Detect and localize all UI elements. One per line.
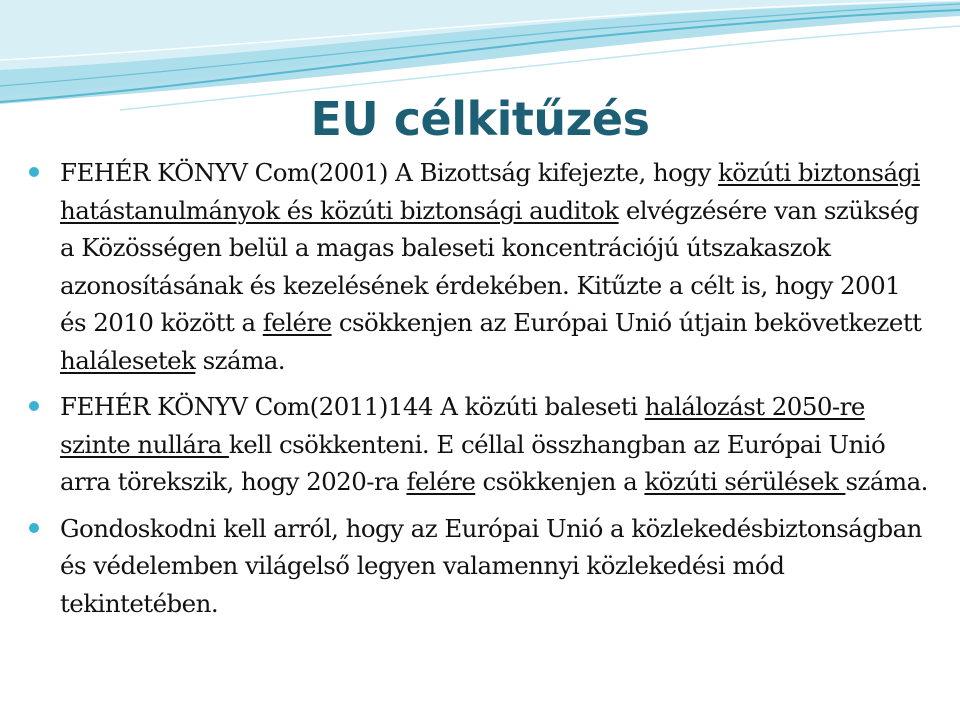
bullet-text: elvégzésére van szükség a Közösségen belül a magas baleseti koncentrációjú útszakaszok azonosításának és kezelésének érdekében. Kitűzte a célt is, hogy 2001 és 2010 között a bbox=[60, 195, 919, 337]
bullet-text-underlined: halálozást 2050-re szinte nullára bbox=[60, 392, 865, 459]
bullet-item bbox=[26, 388, 932, 501]
bullet-item bbox=[26, 154, 932, 379]
bullet-text: kell csökkenteni. E céllal összhangban az Európai Unió arra törekszik, hogy 2020-ra bbox=[60, 429, 886, 496]
bullet-text-underlined: felére bbox=[262, 308, 332, 337]
slide-content bbox=[26, 154, 932, 631]
bullet-text: csökkenjen a bbox=[475, 467, 645, 496]
bullet-text: száma. bbox=[845, 467, 928, 496]
bullet-dot-icon bbox=[29, 523, 39, 533]
bullet-text: FEHÉR KÖNYV Com(2011)144 A közúti baleseti bbox=[60, 392, 645, 421]
bullet-text-underlined: közúti sérülések bbox=[644, 467, 846, 496]
bullet-dot-icon bbox=[29, 167, 39, 177]
bullet-text-underlined: felére bbox=[406, 467, 476, 496]
bullet-text-underlined: közúti biztonsági hatástanulmányok és közúti biztonsági auditok bbox=[60, 158, 920, 225]
bullet-text-underlined: halálesetek bbox=[60, 345, 196, 375]
bullet-item bbox=[26, 510, 932, 623]
bullet-text: FEHÉR KÖNYV Com(2001) A Bizottság kifejezte, hogy bbox=[60, 158, 719, 187]
bullet-text: csökkenjen az Európai Unió útjain bekövetkezett bbox=[331, 308, 922, 337]
bullet-dot-icon bbox=[29, 401, 39, 411]
bullet-text: száma. bbox=[195, 345, 286, 375]
bullet-text: Gondoskodni kell arról, hogy az Európai Unió a közlekedésbiztonságban és védelemben világelső legyen valamennyi közlekedési mód tekintetében. bbox=[60, 513, 922, 618]
slide-title: EU célkitűzés bbox=[310, 92, 650, 146]
bullet-list bbox=[26, 154, 932, 622]
